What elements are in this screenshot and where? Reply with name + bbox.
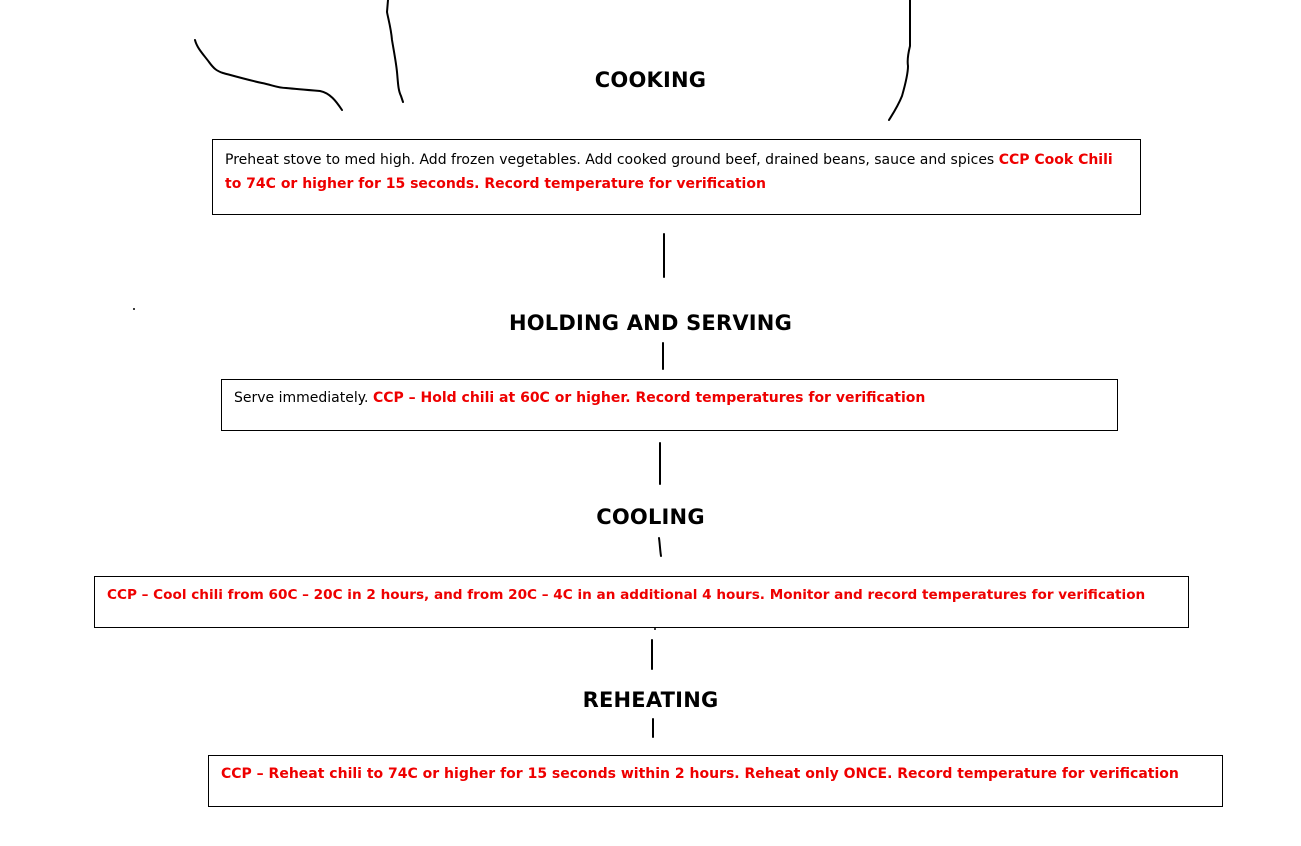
ccp-text-reheating: CCP – Reheat chili to 74C or higher for 15 seconds within 2 hours. Reheat only ONCE. Record temperature for verification (221, 766, 1179, 782)
step-box-cooking (212, 139, 1141, 215)
ccp-text-holding: CCP – Hold chili at 60C or higher. Record temperatures for verification (372, 390, 926, 406)
heading-cooling: COOLING (596, 505, 705, 529)
heading-reheating: REHEATING (582, 688, 719, 712)
heading-cooking: COOKING (594, 68, 707, 92)
step-text-cooking: Preheat stove to med high. Add frozen vegetables. Add cooked ground beef, drained beans, sauce and spices (225, 152, 995, 168)
freehand-stroke-right (889, 0, 910, 120)
step-box-holding-and-serving (221, 379, 1118, 431)
stray-dot (654, 628, 656, 630)
ccp-text-cooling: CCP – Cool chili from 60C – 20C in 2 hours, and from 20C – 4C in an additional 4 hours. Monitor and record temperatures for verification (107, 587, 1146, 603)
connector-cooling-heading-to-box (659, 538, 661, 556)
ccp-text-cooking: CCP Cook Chili to 74C or higher for 15 seconds. Record temperature for verification (225, 152, 1113, 192)
step-text-holding: Serve immediately. (234, 390, 369, 406)
step-box-cooling (94, 576, 1189, 628)
heading-holding-and-serving: HOLDING AND SERVING (508, 311, 793, 335)
step-box-reheating (208, 755, 1223, 807)
